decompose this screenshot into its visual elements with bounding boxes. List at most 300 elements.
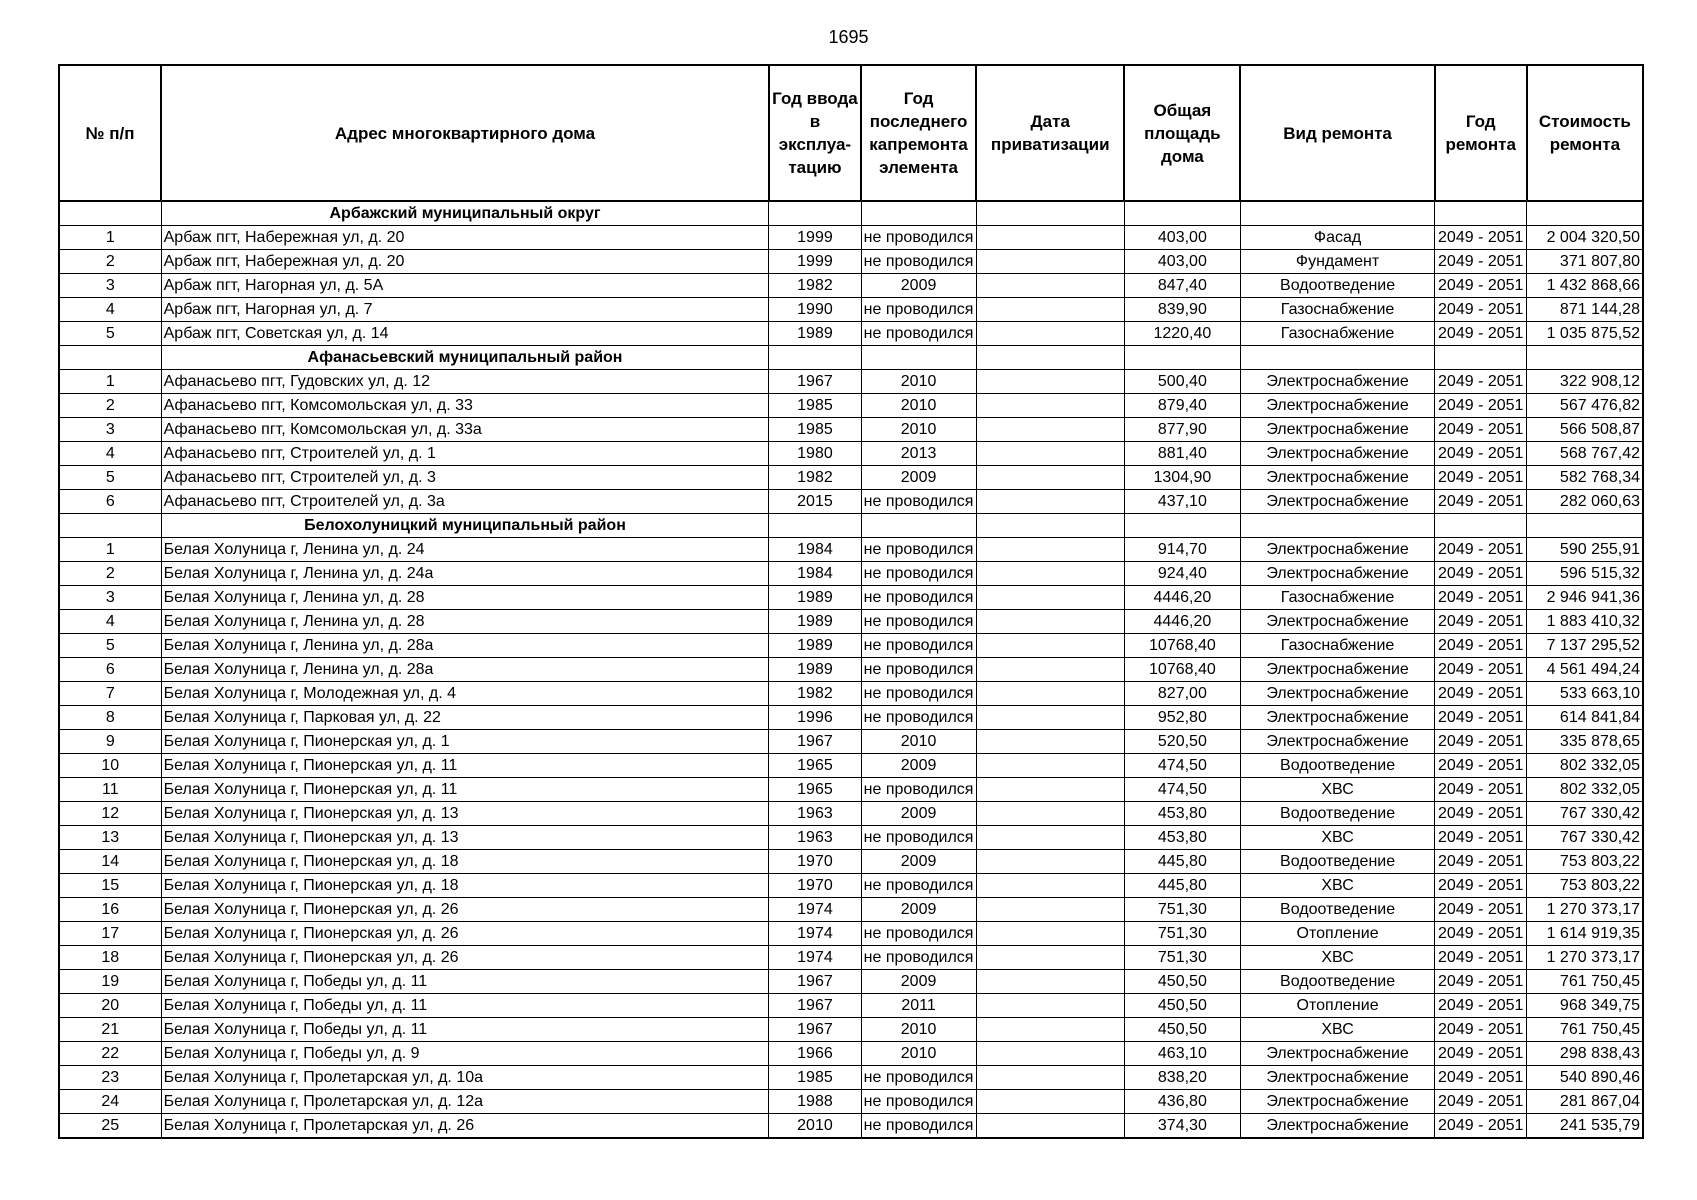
row-cost: 533 663,10 [1527, 682, 1643, 706]
row-last-repair: не проводился [861, 610, 976, 634]
row-repair-type: Газоснабжение [1240, 634, 1434, 658]
row-privatization [976, 682, 1124, 706]
row-address: Белая Холуница г, Пионерская ул, д. 11 [161, 778, 769, 802]
row-last-repair: не проводился [861, 682, 976, 706]
row-repair-type: ХВС [1240, 826, 1434, 850]
row-area: 445,80 [1124, 874, 1240, 898]
table-row [59, 226, 1643, 250]
row-repair-type: Отопление [1240, 922, 1434, 946]
section-empty-cell [1124, 201, 1240, 226]
row-area: 914,70 [1124, 538, 1240, 562]
row-repair-type: Электроснабжение [1240, 562, 1434, 586]
table-row [59, 1090, 1643, 1114]
header-area: Общая площадь дома [1124, 65, 1240, 201]
table-row [59, 538, 1643, 562]
row-cost: 298 838,43 [1527, 1042, 1643, 1066]
row-repair-year: 2049 - 2051 [1435, 994, 1527, 1018]
section-title: Арбажский муниципальный округ [161, 201, 769, 226]
row-repair-year: 2049 - 2051 [1435, 490, 1527, 514]
row-address: Белая Холуница г, Победы ул, д. 11 [161, 994, 769, 1018]
row-repair-year: 2049 - 2051 [1435, 418, 1527, 442]
row-area: 952,80 [1124, 706, 1240, 730]
row-year-built: 1985 [769, 418, 861, 442]
section-empty-cell [1240, 346, 1434, 370]
row-year-built: 1967 [769, 370, 861, 394]
row-num: 18 [59, 946, 161, 970]
table-row [59, 322, 1643, 346]
row-repair-year: 2049 - 2051 [1435, 1090, 1527, 1114]
row-address: Белая Холуница г, Пионерская ул, д. 11 [161, 754, 769, 778]
row-area: 403,00 [1124, 226, 1240, 250]
section-empty-cell [59, 346, 161, 370]
section-empty-cell [861, 201, 976, 226]
row-address: Арбаж пгт, Набережная ул, д. 20 [161, 226, 769, 250]
row-cost: 596 515,32 [1527, 562, 1643, 586]
row-area: 453,80 [1124, 802, 1240, 826]
row-num: 17 [59, 922, 161, 946]
row-privatization [976, 562, 1124, 586]
row-privatization [976, 730, 1124, 754]
row-num: 13 [59, 826, 161, 850]
row-area: 10768,40 [1124, 634, 1240, 658]
row-area: 751,30 [1124, 922, 1240, 946]
row-repair-type: Водоотведение [1240, 802, 1434, 826]
row-repair-year: 2049 - 2051 [1435, 898, 1527, 922]
header-privatization: Дата приватизации [976, 65, 1124, 201]
table-row [59, 994, 1643, 1018]
row-year-built: 1963 [769, 826, 861, 850]
table-row [59, 370, 1643, 394]
row-area: 4446,20 [1124, 610, 1240, 634]
row-address: Белая Холуница г, Пионерская ул, д. 26 [161, 922, 769, 946]
row-year-built: 1999 [769, 250, 861, 274]
section-empty-cell [59, 201, 161, 226]
row-last-repair: 2010 [861, 730, 976, 754]
row-repair-type: Отопление [1240, 994, 1434, 1018]
table-row [59, 610, 1643, 634]
row-privatization [976, 658, 1124, 682]
row-repair-year: 2049 - 2051 [1435, 946, 1527, 970]
table-row [59, 586, 1643, 610]
row-cost: 802 332,05 [1527, 754, 1643, 778]
row-num: 1 [59, 226, 161, 250]
row-repair-year: 2049 - 2051 [1435, 922, 1527, 946]
table-row [59, 826, 1643, 850]
row-address: Афанасьево пгт, Строителей ул, д. 1 [161, 442, 769, 466]
table-row [59, 730, 1643, 754]
row-repair-type: Электроснабжение [1240, 1090, 1434, 1114]
row-privatization [976, 874, 1124, 898]
table-row [59, 490, 1643, 514]
row-last-repair: не проводился [861, 1066, 976, 1090]
table-row [59, 778, 1643, 802]
section-empty-cell [861, 346, 976, 370]
row-last-repair: не проводился [861, 322, 976, 346]
section-empty-cell [1435, 201, 1527, 226]
row-year-built: 2015 [769, 490, 861, 514]
section-empty-cell [976, 201, 1124, 226]
row-privatization [976, 298, 1124, 322]
row-num: 1 [59, 370, 161, 394]
row-year-built: 1974 [769, 898, 861, 922]
row-last-repair: 2010 [861, 1042, 976, 1066]
row-repair-type: Электроснабжение [1240, 610, 1434, 634]
row-area: 10768,40 [1124, 658, 1240, 682]
row-cost: 802 332,05 [1527, 778, 1643, 802]
row-repair-year: 2049 - 2051 [1435, 1018, 1527, 1042]
row-repair-year: 2049 - 2051 [1435, 298, 1527, 322]
section-title: Белохолуницкий муниципальный район [161, 514, 769, 538]
row-address: Арбаж пгт, Набережная ул, д. 20 [161, 250, 769, 274]
row-area: 847,40 [1124, 274, 1240, 298]
row-year-built: 1989 [769, 634, 861, 658]
row-repair-year: 2049 - 2051 [1435, 442, 1527, 466]
row-num: 1 [59, 538, 161, 562]
row-num: 8 [59, 706, 161, 730]
row-cost: 1 614 919,35 [1527, 922, 1643, 946]
row-address: Белая Холуница г, Ленина ул, д. 28 [161, 586, 769, 610]
row-year-built: 1970 [769, 874, 861, 898]
row-cost: 753 803,22 [1527, 850, 1643, 874]
row-year-built: 1982 [769, 274, 861, 298]
row-num: 11 [59, 778, 161, 802]
row-privatization [976, 1042, 1124, 1066]
row-repair-year: 2049 - 2051 [1435, 682, 1527, 706]
table-body [59, 201, 1643, 1138]
row-privatization [976, 826, 1124, 850]
row-num: 19 [59, 970, 161, 994]
row-cost: 567 476,82 [1527, 394, 1643, 418]
row-repair-type: ХВС [1240, 778, 1434, 802]
row-address: Белая Холуница г, Пионерская ул, д. 1 [161, 730, 769, 754]
row-num: 2 [59, 562, 161, 586]
header-year-built: Год ввода в эксплуа-тацию [769, 65, 861, 201]
row-repair-year: 2049 - 2051 [1435, 754, 1527, 778]
row-privatization [976, 274, 1124, 298]
row-repair-year: 2049 - 2051 [1435, 970, 1527, 994]
row-last-repair: 2009 [861, 970, 976, 994]
row-last-repair: не проводился [861, 778, 976, 802]
row-last-repair: 2009 [861, 802, 976, 826]
row-year-built: 1974 [769, 922, 861, 946]
row-num: 10 [59, 754, 161, 778]
table-row [59, 922, 1643, 946]
row-privatization [976, 898, 1124, 922]
row-repair-year: 2049 - 2051 [1435, 322, 1527, 346]
section-empty-cell [1240, 201, 1434, 226]
row-num: 16 [59, 898, 161, 922]
row-repair-year: 2049 - 2051 [1435, 658, 1527, 682]
row-repair-type: Водоотведение [1240, 850, 1434, 874]
row-last-repair: 2010 [861, 394, 976, 418]
row-area: 4446,20 [1124, 586, 1240, 610]
row-year-built: 1985 [769, 1066, 861, 1090]
section-empty-cell [1435, 346, 1527, 370]
row-area: 450,50 [1124, 970, 1240, 994]
row-area: 474,50 [1124, 778, 1240, 802]
row-last-repair: не проводился [861, 538, 976, 562]
table-row [59, 634, 1643, 658]
row-year-built: 1989 [769, 658, 861, 682]
row-privatization [976, 322, 1124, 346]
row-privatization [976, 946, 1124, 970]
row-last-repair: 2009 [861, 850, 976, 874]
header-cost: Стоимость ремонта [1527, 65, 1643, 201]
row-cost: 540 890,46 [1527, 1066, 1643, 1090]
row-address: Арбаж пгт, Нагорная ул, д. 7 [161, 298, 769, 322]
row-year-built: 1984 [769, 562, 861, 586]
row-repair-year: 2049 - 2051 [1435, 730, 1527, 754]
row-year-built: 1970 [769, 850, 861, 874]
row-area: 450,50 [1124, 994, 1240, 1018]
row-address: Белая Холуница г, Ленина ул, д. 24а [161, 562, 769, 586]
row-address: Афанасьево пгт, Строителей ул, д. 3а [161, 490, 769, 514]
row-num: 24 [59, 1090, 161, 1114]
row-repair-year: 2049 - 2051 [1435, 850, 1527, 874]
row-repair-year: 2049 - 2051 [1435, 586, 1527, 610]
row-privatization [976, 1090, 1124, 1114]
row-privatization [976, 706, 1124, 730]
repair-table [58, 64, 1644, 1139]
row-privatization [976, 250, 1124, 274]
table-row [59, 682, 1643, 706]
row-address: Белая Холуница г, Пионерская ул, д. 26 [161, 946, 769, 970]
row-num: 6 [59, 658, 161, 682]
row-cost: 582 768,34 [1527, 466, 1643, 490]
table-row [59, 898, 1643, 922]
row-cost: 1 035 875,52 [1527, 322, 1643, 346]
table-row [59, 418, 1643, 442]
row-cost: 4 561 494,24 [1527, 658, 1643, 682]
row-repair-type: Водоотведение [1240, 898, 1434, 922]
row-year-built: 1966 [769, 1042, 861, 1066]
section-empty-cell [769, 201, 861, 226]
row-cost: 1 432 868,66 [1527, 274, 1643, 298]
header-repair-type: Вид ремонта [1240, 65, 1434, 201]
row-last-repair: 2009 [861, 274, 976, 298]
section-empty-cell [976, 514, 1124, 538]
row-num: 14 [59, 850, 161, 874]
row-cost: 2 946 941,36 [1527, 586, 1643, 610]
section-empty-cell [1124, 346, 1240, 370]
row-last-repair: не проводился [861, 1114, 976, 1139]
row-year-built: 1974 [769, 946, 861, 970]
row-repair-type: Электроснабжение [1240, 1066, 1434, 1090]
section-row [59, 201, 1643, 226]
row-repair-type: Электроснабжение [1240, 370, 1434, 394]
row-address: Белая Холуница г, Пролетарская ул, д. 26 [161, 1114, 769, 1139]
row-address: Белая Холуница г, Пионерская ул, д. 13 [161, 826, 769, 850]
section-empty-cell [976, 346, 1124, 370]
section-empty-cell [59, 514, 161, 538]
row-address: Белая Холуница г, Ленина ул, д. 28 [161, 610, 769, 634]
row-privatization [976, 922, 1124, 946]
row-area: 879,40 [1124, 394, 1240, 418]
row-cost: 968 349,75 [1527, 994, 1643, 1018]
row-area: 924,40 [1124, 562, 1240, 586]
section-empty-cell [1527, 346, 1643, 370]
row-cost: 761 750,45 [1527, 970, 1643, 994]
row-privatization [976, 226, 1124, 250]
section-title: Афанасьевский муниципальный район [161, 346, 769, 370]
row-area: 450,50 [1124, 1018, 1240, 1042]
row-privatization [976, 490, 1124, 514]
row-cost: 568 767,42 [1527, 442, 1643, 466]
row-privatization [976, 418, 1124, 442]
section-empty-cell [1527, 514, 1643, 538]
row-year-built: 1967 [769, 1018, 861, 1042]
row-privatization [976, 394, 1124, 418]
row-repair-year: 2049 - 2051 [1435, 250, 1527, 274]
row-cost: 614 841,84 [1527, 706, 1643, 730]
row-cost: 1 270 373,17 [1527, 946, 1643, 970]
row-privatization [976, 466, 1124, 490]
row-cost: 241 535,79 [1527, 1114, 1643, 1139]
row-cost: 322 908,12 [1527, 370, 1643, 394]
table-row [59, 1018, 1643, 1042]
row-year-built: 1963 [769, 802, 861, 826]
row-num: 15 [59, 874, 161, 898]
row-address: Белая Холуница г, Ленина ул, д. 28а [161, 658, 769, 682]
row-num: 5 [59, 634, 161, 658]
row-privatization [976, 778, 1124, 802]
row-area: 520,50 [1124, 730, 1240, 754]
row-last-repair: не проводился [861, 490, 976, 514]
table-row [59, 970, 1643, 994]
row-privatization [976, 586, 1124, 610]
row-area: 1304,90 [1124, 466, 1240, 490]
row-last-repair: 2010 [861, 1018, 976, 1042]
row-area: 374,30 [1124, 1114, 1240, 1139]
row-repair-year: 2049 - 2051 [1435, 1066, 1527, 1090]
row-num: 5 [59, 466, 161, 490]
row-last-repair: не проводился [861, 1090, 976, 1114]
row-repair-year: 2049 - 2051 [1435, 610, 1527, 634]
row-repair-type: Электроснабжение [1240, 442, 1434, 466]
row-year-built: 2010 [769, 1114, 861, 1139]
row-repair-type: Электроснабжение [1240, 1114, 1434, 1139]
row-repair-year: 2049 - 2051 [1435, 562, 1527, 586]
row-repair-type: ХВС [1240, 874, 1434, 898]
row-num: 3 [59, 274, 161, 298]
row-address: Белая Холуница г, Пионерская ул, д. 26 [161, 898, 769, 922]
row-cost: 566 508,87 [1527, 418, 1643, 442]
row-privatization [976, 634, 1124, 658]
row-area: 877,90 [1124, 418, 1240, 442]
row-num: 4 [59, 610, 161, 634]
row-last-repair: не проводился [861, 706, 976, 730]
row-last-repair: не проводился [861, 922, 976, 946]
header-address: Адрес многоквартирного дома [161, 65, 769, 201]
row-num: 7 [59, 682, 161, 706]
table-row [59, 946, 1643, 970]
row-year-built: 1989 [769, 586, 861, 610]
row-address: Белая Холуница г, Парковая ул, д. 22 [161, 706, 769, 730]
section-empty-cell [1240, 514, 1434, 538]
row-repair-year: 2049 - 2051 [1435, 394, 1527, 418]
row-last-repair: не проводился [861, 586, 976, 610]
row-repair-type: Водоотведение [1240, 274, 1434, 298]
row-last-repair: 2009 [861, 898, 976, 922]
row-last-repair: не проводился [861, 658, 976, 682]
row-area: 500,40 [1124, 370, 1240, 394]
row-privatization [976, 442, 1124, 466]
table-row [59, 658, 1643, 682]
row-address: Белая Холуница г, Пионерская ул, д. 18 [161, 874, 769, 898]
row-repair-type: Электроснабжение [1240, 706, 1434, 730]
row-repair-type: Электроснабжение [1240, 418, 1434, 442]
row-year-built: 1967 [769, 994, 861, 1018]
table-row [59, 442, 1643, 466]
row-cost: 335 878,65 [1527, 730, 1643, 754]
table-row [59, 250, 1643, 274]
row-address: Белая Холуница г, Пионерская ул, д. 13 [161, 802, 769, 826]
section-empty-cell [769, 346, 861, 370]
row-cost: 371 807,80 [1527, 250, 1643, 274]
row-num: 4 [59, 442, 161, 466]
row-privatization [976, 1114, 1124, 1139]
table-row [59, 298, 1643, 322]
row-privatization [976, 610, 1124, 634]
row-repair-type: Электроснабжение [1240, 682, 1434, 706]
row-last-repair: 2009 [861, 754, 976, 778]
row-area: 751,30 [1124, 946, 1240, 970]
row-repair-year: 2049 - 2051 [1435, 226, 1527, 250]
row-privatization [976, 754, 1124, 778]
table-row [59, 850, 1643, 874]
row-repair-year: 2049 - 2051 [1435, 538, 1527, 562]
row-privatization [976, 1018, 1124, 1042]
row-year-built: 1999 [769, 226, 861, 250]
row-repair-type: Водоотведение [1240, 970, 1434, 994]
row-privatization [976, 1066, 1124, 1090]
header-last-repair: Год последнего капремонта элемента [861, 65, 976, 201]
row-last-repair: 2013 [861, 442, 976, 466]
row-repair-type: ХВС [1240, 1018, 1434, 1042]
row-privatization [976, 802, 1124, 826]
row-num: 25 [59, 1114, 161, 1139]
row-area: 838,20 [1124, 1066, 1240, 1090]
row-year-built: 1989 [769, 322, 861, 346]
row-last-repair: не проводился [861, 226, 976, 250]
row-repair-type: Электроснабжение [1240, 466, 1434, 490]
page-number: 1695 [828, 27, 869, 47]
row-repair-year: 2049 - 2051 [1435, 778, 1527, 802]
row-address: Белая Холуница г, Молодежная ул, д. 4 [161, 682, 769, 706]
row-cost: 281 867,04 [1527, 1090, 1643, 1114]
row-num: 9 [59, 730, 161, 754]
row-address: Афанасьево пгт, Гудовских ул, д. 12 [161, 370, 769, 394]
row-repair-type: Газоснабжение [1240, 586, 1434, 610]
row-last-repair: не проводился [861, 634, 976, 658]
table-row [59, 1042, 1643, 1066]
row-cost: 871 144,28 [1527, 298, 1643, 322]
row-repair-type: Фасад [1240, 226, 1434, 250]
row-repair-year: 2049 - 2051 [1435, 826, 1527, 850]
row-cost: 753 803,22 [1527, 874, 1643, 898]
row-cost: 2 004 320,50 [1527, 226, 1643, 250]
row-area: 839,90 [1124, 298, 1240, 322]
row-cost: 7 137 295,52 [1527, 634, 1643, 658]
row-address: Белая Холуница г, Пролетарская ул, д. 12а [161, 1090, 769, 1114]
section-empty-cell [1435, 514, 1527, 538]
row-address: Белая Холуница г, Победы ул, д. 9 [161, 1042, 769, 1066]
row-area: 463,10 [1124, 1042, 1240, 1066]
row-repair-type: Водоотведение [1240, 754, 1434, 778]
row-repair-type: Газоснабжение [1240, 298, 1434, 322]
row-repair-type: Электроснабжение [1240, 394, 1434, 418]
row-year-built: 1990 [769, 298, 861, 322]
